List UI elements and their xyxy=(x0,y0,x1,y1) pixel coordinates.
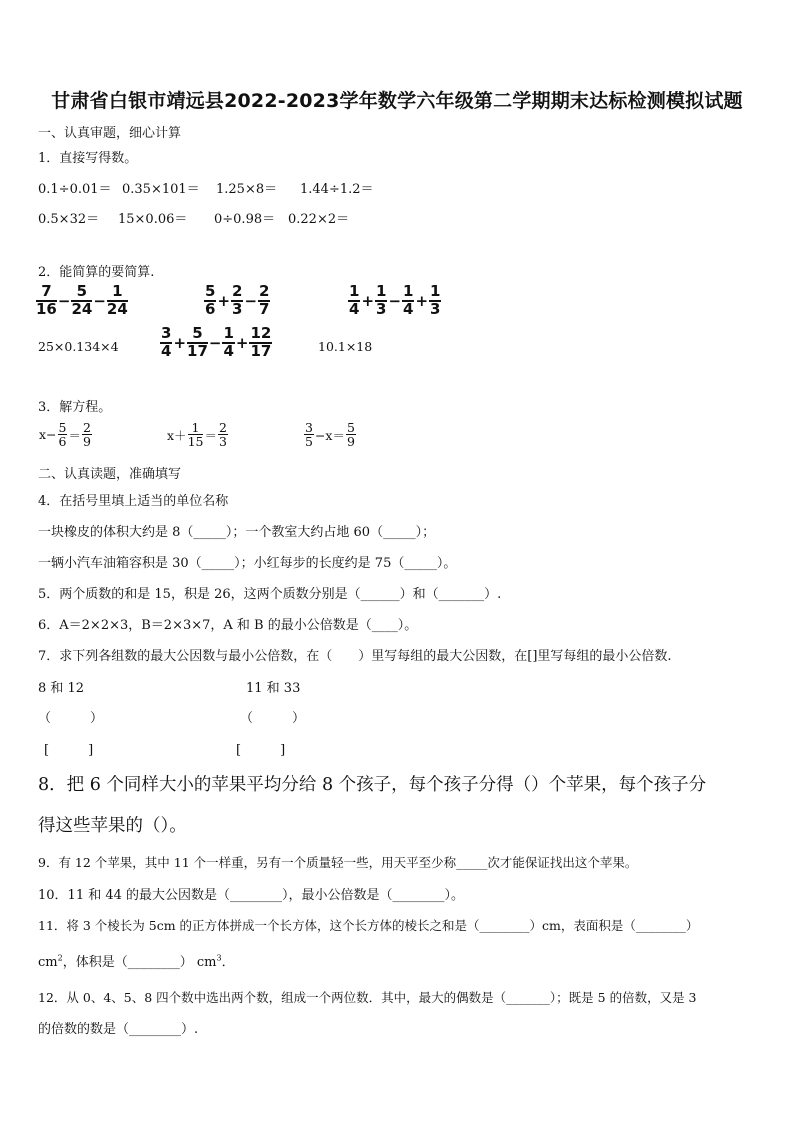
question-1-heading: 1．直接写得数。 xyxy=(38,151,138,166)
lcm-answer-blank[interactable]: [ ] xyxy=(44,743,94,758)
numerator: 5 xyxy=(187,326,208,344)
numerator: 1 xyxy=(403,282,414,300)
operator: − xyxy=(57,291,71,310)
fraction-expression-1 xyxy=(36,284,128,318)
calc-item: 1.25×8＝ xyxy=(216,182,278,197)
denominator: 17 xyxy=(250,341,272,360)
equation-3 xyxy=(304,421,356,448)
operator: + xyxy=(415,291,429,310)
question-5: 5．两个质数的和是 15，积是 26，这两个质数分别是（______）和（_______）. xyxy=(38,587,502,602)
question-3-heading: 3．解方程。 xyxy=(38,400,112,415)
numerator: 3 xyxy=(305,420,313,435)
numerator: 1 xyxy=(430,282,441,300)
denominator: 9 xyxy=(346,434,355,450)
operator: + xyxy=(361,291,375,310)
operator: − xyxy=(93,291,106,310)
calc-item: 0÷0.98＝ xyxy=(214,212,276,227)
gcd-answer-blank[interactable]: （ ） xyxy=(240,711,306,726)
question-4-line-2: 一辆小汽车油箱容积是 30（_____）；小红每步的长度约是 75（_____）。 xyxy=(38,556,457,571)
denominator: 17 xyxy=(187,341,208,360)
question-8-line-1: 8．把 6 个同样大小的苹果平均分给 8 个孩子，每个孩子分得（）个苹果，每个孩子分 xyxy=(38,775,707,795)
denominator: 24 xyxy=(106,299,128,318)
operator: + xyxy=(235,333,249,352)
numerator: 1 xyxy=(188,421,204,435)
calc-item: 0.5×32＝ xyxy=(38,212,100,227)
calc-item: 0.22×2＝ xyxy=(288,212,350,227)
question-8-line-2: 得这些苹果的（）。 xyxy=(38,816,187,836)
denominator: 3 xyxy=(376,299,387,318)
question-6: 6．A＝2×2×3，B＝2×3×7，A 和 B 的最小公倍数是（____）。 xyxy=(38,618,418,633)
operator: − xyxy=(208,333,222,352)
question-11-volume-text: ，体积是（________） xyxy=(62,955,193,970)
operator: + xyxy=(173,333,187,352)
lcm-answer-blank[interactable]: [ ] xyxy=(236,743,286,758)
operator: − xyxy=(388,291,402,310)
gcd-answer-blank[interactable]: （ ） xyxy=(38,711,104,726)
question-11-line-1: 11．将 3 个棱长为 5cm 的正方体拼成一个长方体，这个长方体的棱长之和是（________）cm，表面积是（________） xyxy=(38,918,699,933)
question-11-line-2 xyxy=(38,951,235,970)
numerator: 1 xyxy=(349,282,360,300)
calc-item: 0.1÷0.01＝ xyxy=(38,182,112,197)
equals-sign: ＝ xyxy=(68,427,81,443)
denominator: 24 xyxy=(71,299,93,318)
calc-item: 1.44÷1.2＝ xyxy=(300,182,374,197)
numerator: 1 xyxy=(376,282,387,300)
numerator: 2 xyxy=(218,420,227,435)
denominator: 7 xyxy=(259,299,270,318)
numerator: 1 xyxy=(223,324,234,342)
numerator: 12 xyxy=(250,324,272,342)
question-12-line-2: 的倍数的数是（________）. xyxy=(38,1022,199,1037)
expression-6: 10.1×18 xyxy=(318,339,373,354)
denominator: 16 xyxy=(36,299,57,318)
numerator: 3 xyxy=(161,324,172,342)
numerator: 2 xyxy=(83,420,91,435)
operator: + xyxy=(217,291,231,310)
denominator: 4 xyxy=(223,341,234,360)
denominator: 6 xyxy=(205,299,216,318)
number-group-2: 11 和 33 xyxy=(246,681,301,696)
numerator: 5 xyxy=(58,420,67,435)
period: ． xyxy=(221,955,235,970)
calc-item: 0.35×101＝ xyxy=(122,182,200,197)
calc-item: 15×0.06＝ xyxy=(118,212,188,227)
section-heading-2: 二、认真读题，准确填写 xyxy=(38,467,182,482)
numerator: 5 xyxy=(346,420,355,435)
numerator: 1 xyxy=(107,284,128,302)
page-title: 甘肃省白银市靖远县2022-2023学年数学六年级第二学期期末达标检测模拟试题 xyxy=(51,90,743,112)
fraction-expression-3 xyxy=(348,284,441,318)
superscript: 2 xyxy=(57,953,63,963)
denominator: 4 xyxy=(349,299,360,318)
section-heading-1: 一、认真审题，细心计算 xyxy=(38,126,182,141)
question-4-heading: 4．在括号里填上适当的单位名称 xyxy=(38,494,229,509)
question-12-line-1: 12．从 0、4、5、8 四个数中选出两个数，组成一个两位数．其中，最大的偶数是（_______）；既是 5 的倍数，又是 3 xyxy=(38,990,697,1005)
operator: − xyxy=(244,291,258,310)
number-group-1: 8 和 12 xyxy=(38,681,85,696)
unit-volume: cm xyxy=(196,955,217,970)
question-4-line-1: 一块橡皮的体积大约是 8（_____）；一个教室大约占地 60（_____）； xyxy=(38,525,436,540)
superscript: 3 xyxy=(216,953,222,963)
numerator: 2 xyxy=(259,282,270,300)
equation-middle: −x＝ xyxy=(314,427,345,443)
numerator: 7 xyxy=(36,284,57,302)
question-2-heading: 2．能简算的要简算. xyxy=(38,265,155,280)
equation-prefix: x＋ xyxy=(167,427,187,443)
question-9: 9．有 12 个苹果，其中 11 个一样重，另有一个质量轻一些，用天平至少称_____次才能保证找出这个苹果。 xyxy=(38,855,638,870)
question-7: 7．求下列各组数的最大公因数与最小公倍数，在（ ）里写每组的最大公因数，在[]里写每组的最小公倍数. xyxy=(38,649,672,664)
expression-4: 25×0.134×4 xyxy=(38,339,119,354)
denominator: 9 xyxy=(83,434,91,450)
denominator: 5 xyxy=(305,434,313,450)
numerator: 2 xyxy=(232,282,243,300)
equation-2 xyxy=(166,421,228,448)
denominator: 15 xyxy=(187,434,204,450)
numerator: 5 xyxy=(71,284,92,302)
denominator: 3 xyxy=(218,434,227,450)
equation-prefix: x− xyxy=(39,427,57,443)
denominator: 3 xyxy=(430,299,441,318)
unit-area: cm xyxy=(38,955,58,970)
denominator: 3 xyxy=(232,299,243,318)
denominator: 6 xyxy=(58,434,67,450)
equation-1 xyxy=(38,421,92,448)
denominator: 4 xyxy=(403,299,414,318)
denominator: 4 xyxy=(161,341,172,360)
fraction-expression-2 xyxy=(204,284,270,318)
numerator: 5 xyxy=(205,282,216,300)
fraction-expression-5 xyxy=(160,326,272,360)
equals-sign: ＝ xyxy=(204,427,217,443)
question-10: 10．11 和 44 的最大公因数是（________），最小公倍数是（________）。 xyxy=(38,888,465,903)
